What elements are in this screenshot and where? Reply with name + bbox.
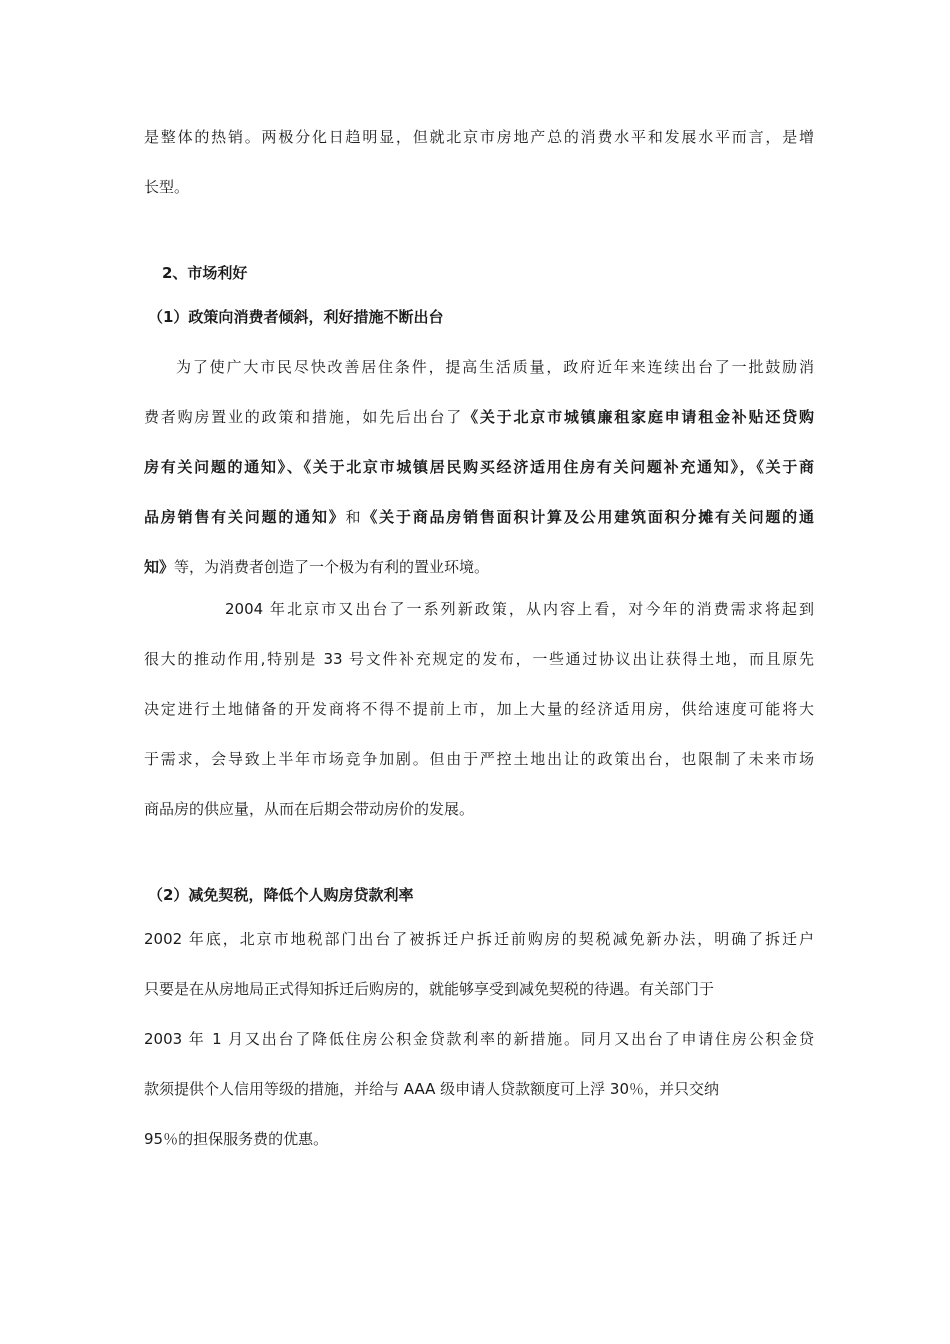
paragraph-line: 是整体的热销。两极分化日趋明显，但就北京市房地产总的消费水平和发展水平而言，是增 [144,128,814,146]
document-title-ref: 《关于商品房销售面积计算及公用建筑面积分摊有关问题的通 [362,508,814,526]
paragraph-line: 长型。 [144,178,190,196]
subsection-heading: （2）减免契税，降低个人购房贷款利率 [148,886,414,904]
paragraph-line [144,507,814,527]
paragraph-line [144,407,814,427]
paragraph-line: 决定进行土地储备的开发商将不得不提前上市，加上大量的经济适用房，供给速度可能将大 [144,700,814,718]
paragraph-line: 商品房的供应量，从而在后期会带动房价的发展。 [144,800,475,818]
paragraph-line: 房有关问题的通知》、《关于北京市城镇居民购买经济适用住房有关问题补充通知》，《关于商 [144,458,814,476]
paragraph-line: 只要是在从房地局正式得知拆迁后购房的，就能够享受到减免契税的待遇。有关部门于 [144,980,715,998]
paragraph-line: 95％的担保服务费的优惠。 [144,1130,329,1148]
document-title-ref: 知》 [144,558,175,576]
paragraph-line: 2004 年北京市又出台了一系列新政策，从内容上看，对今年的消费需求将起到 [225,600,814,618]
paragraph-line: 2003 年 1 月又出台了降低住房公积金贷款利率的新措施。同月又出台了申请住房公积金贷 [144,1030,814,1048]
document-title-ref: 品房销售有关问题的通知》 [144,508,346,526]
paragraph-line [144,557,814,577]
paragraph-line: 于需求，会导致上半年市场竞争加剧。但由于严控土地出让的政策出台，也限制了未来市场 [144,750,814,768]
text-run: 和 [345,508,363,526]
paragraph-line: 款须提供个人信用等级的措施，并给与 AAA 级申请人贷款额度可上浮 30％，并只交纳 [144,1080,720,1098]
subsection-heading: （1）政策向消费者倾斜，利好措施不断出台 [148,308,444,326]
paragraph-line: 为了使广大市民尽快改善居住条件，提高生活质量，政府近年来连续出台了一批鼓励消 [176,358,814,376]
text-run: 费者购房置业的政策和措施，如先后出台了 [144,408,464,426]
section-heading: 2、市场利好 [162,264,248,282]
paragraph-line: 2002 年底，北京市地税部门出台了被拆迁户拆迁前购房的契税减免新办法，明确了拆迁户 [144,930,814,948]
paragraph-line: 很大的推动作用,特别是 33 号文件补充规定的发布，一些通过协议出让获得土地，而且原先 [144,650,814,668]
document-title-ref: 《关于北京市城镇廉租家庭申请租金补贴还贷购 [463,408,814,426]
text-run: 等，为消费者创造了一个极为有利的置业环境。 [174,558,490,576]
